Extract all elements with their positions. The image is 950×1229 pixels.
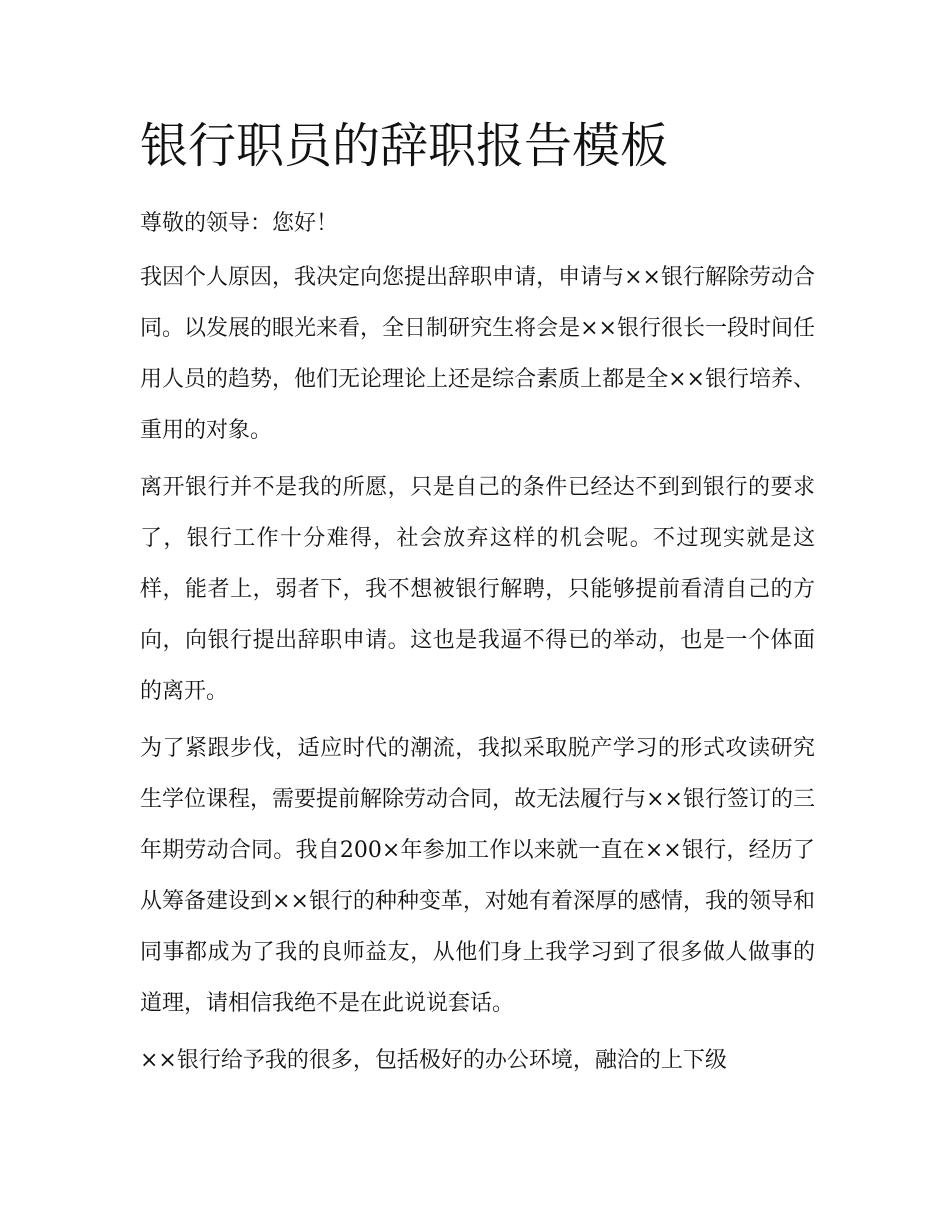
document-title: 银行职员的辞职报告模板 xyxy=(140,118,669,174)
greeting-line: 尊敬的领导：您好！ xyxy=(140,211,339,236)
paragraph-3: 为了紧跟步伐，适应时代的潮流，我拟采取脱产学习的形式攻读研究生学位课程，需要提前解除劳动合同，故无法履行与××银行签订的三年期劳动合同。我自200×年参加工作以来就一直在××银行，经历了从筹备建设到××银行的种种变革，对她有着深厚的感情，我的领导和同事都成为了我的良师益友，从他们身上我学习到了很多做人做事的道理，请相信我绝不是在此说说套话。 xyxy=(140,736,815,1016)
paragraph-1: 我因个人原因，我决定向您提出辞职申请，申请与××银行解除劳动合同。以发展的眼光来看，全日制研究生将会是××银行很长一段时间任用人员的趋势，他们无论理论上还是综合素质上都是全××银行培养、重用的对象。 xyxy=(140,265,815,443)
paragraph-2: 离开银行并不是我的所愿，只是自己的条件已经达不到到银行的要求了，银行工作十分难得，社会放弃这样的机会呢。不过现实就是这样，能者上，弱者下，我不想被银行解聘，只能够提前看清自己的方向，向银行提出辞职申请。这也是我逼不得已的举动，也是一个体面的离开。 xyxy=(140,475,815,704)
paragraph-4: ××银行给予我的很多，包括极好的办公环境，融洽的上下级 xyxy=(140,1048,727,1073)
document-body xyxy=(140,112,815,1086)
